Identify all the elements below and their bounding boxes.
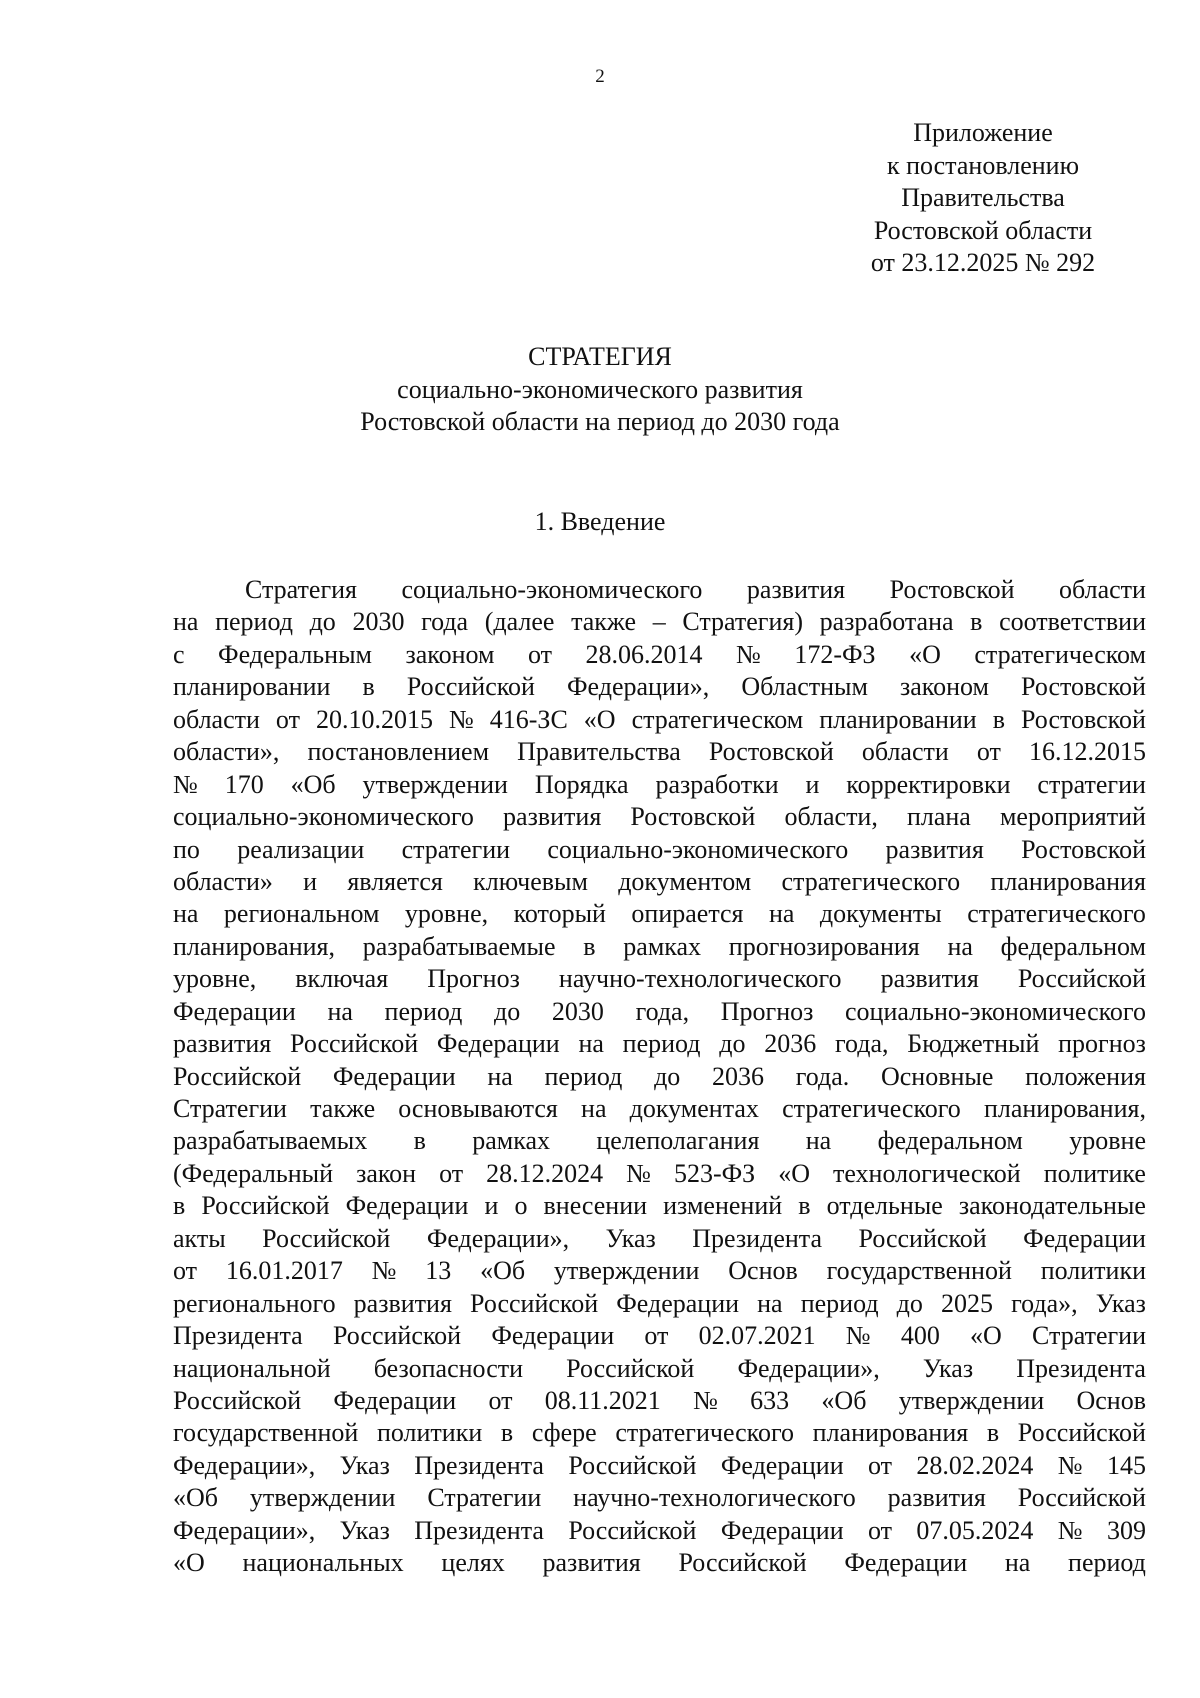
body-line: развития Российской Федерации на период до 2036 года, Бюджетный прогноз [173,1029,1146,1059]
body-line: от 16.01.2017 № 13 «Об утверждении Основ государственной политики [173,1256,1146,1286]
page-number: 2 [595,66,605,87]
body-line: уровне, включая Прогноз научно-технологического развития Российской [173,964,1146,994]
body-line: разрабатываемых в рамках целеполагания на федеральном уровне [173,1126,1146,1156]
body-line: по реализации стратегии социально-экономического развития Ростовской [173,834,1146,864]
body-line: Президента Российской Федерации от 02.07.2021 № 400 «О Стратегии [173,1321,1146,1351]
section-heading: 1. Введение [534,507,666,536]
body-line: Федерации на период до 2030 года, Прогноз социально-экономического [173,996,1146,1026]
body-line: № 170 «Об утверждении Порядка разработки и корректировки стратегии [173,769,1146,799]
title-subtitle-line: социально-экономического развития [397,374,803,404]
body-line: на период до 2030 года (далее также – Стратегия) разработана в соответствии [173,607,1146,637]
body-line: Российской Федерации от 08.11.2021 № 633 «Об утверждении Основ [173,1385,1146,1415]
body-line: регионального развития Российской Федерации на период до 2025 года», Указ [173,1288,1146,1318]
body-line: планировании в Российской Федерации», Областным законом Ростовской [173,672,1146,702]
body-line: национальной безопасности Российской Федерации», Указ Президента [173,1353,1146,1383]
body-line: (Федеральный закон от 28.12.2024 № 523-ФЗ «О технологической политике [173,1158,1146,1188]
appendix-block [828,117,1138,280]
document-title [0,341,1200,439]
body-line: области» и является ключевым документом стратегического планирования [173,866,1146,896]
appendix-line: к постановлению [886,150,1080,180]
appendix-line: Правительства [901,183,1065,212]
body-line: акты Российской Федерации», Указ Президента Российской Федерации [173,1223,1146,1253]
body-line: Стратегия социально-экономического развития Ростовской области [245,575,1146,604]
appendix-line: Приложение [913,118,1053,147]
body-line: планирования, разрабатываемые в рамках прогнозирования на федеральном [173,931,1146,961]
body-line: Стратегии также основываются на документах стратегического планирования, [173,1094,1146,1123]
body-line: на региональном уровне, который опирается на документы стратегического [173,899,1146,929]
body-line: социально-экономического развития Ростовской области, плана мероприятий [173,802,1146,832]
body-line: области», постановлением Правительства Ростовской области от 16.12.2015 [173,737,1146,767]
body-line: Федерации», Указ Президента Российской Федерации от 07.05.2024 № 309 [173,1515,1146,1545]
body-line: Федерации», Указ Президента Российской Федерации от 28.02.2024 № 145 [173,1450,1146,1480]
body-line: «О национальных целях развития Российской Федерации на период [173,1548,1146,1578]
title-main: СТРАТЕГИЯ [528,342,672,371]
title-subtitle-line: Ростовской области на период до 2030 года [360,407,840,436]
body-paragraph [173,574,1146,1580]
body-line: в Российской Федерации и о внесении изменений в отдельные законодательные [173,1191,1146,1221]
appendix-line: Ростовской области [873,215,1093,245]
body-line: Российской Федерации на период до 2036 года. Основные положения [173,1061,1146,1091]
body-line: государственной политики в сфере стратегического планирования в Российской [173,1418,1146,1448]
body-line: «Об утверждении Стратегии научно-технологического развития Российской [173,1483,1146,1513]
appendix-line: от 23.12.2025 № 292 [870,248,1096,277]
body-line: с Федеральным законом от 28.06.2014 № 172-ФЗ «О стратегическом [173,639,1146,669]
body-line: области от 20.10.2015 № 416-ЗС «О стратегическом планировании в Ростовской [173,704,1146,734]
